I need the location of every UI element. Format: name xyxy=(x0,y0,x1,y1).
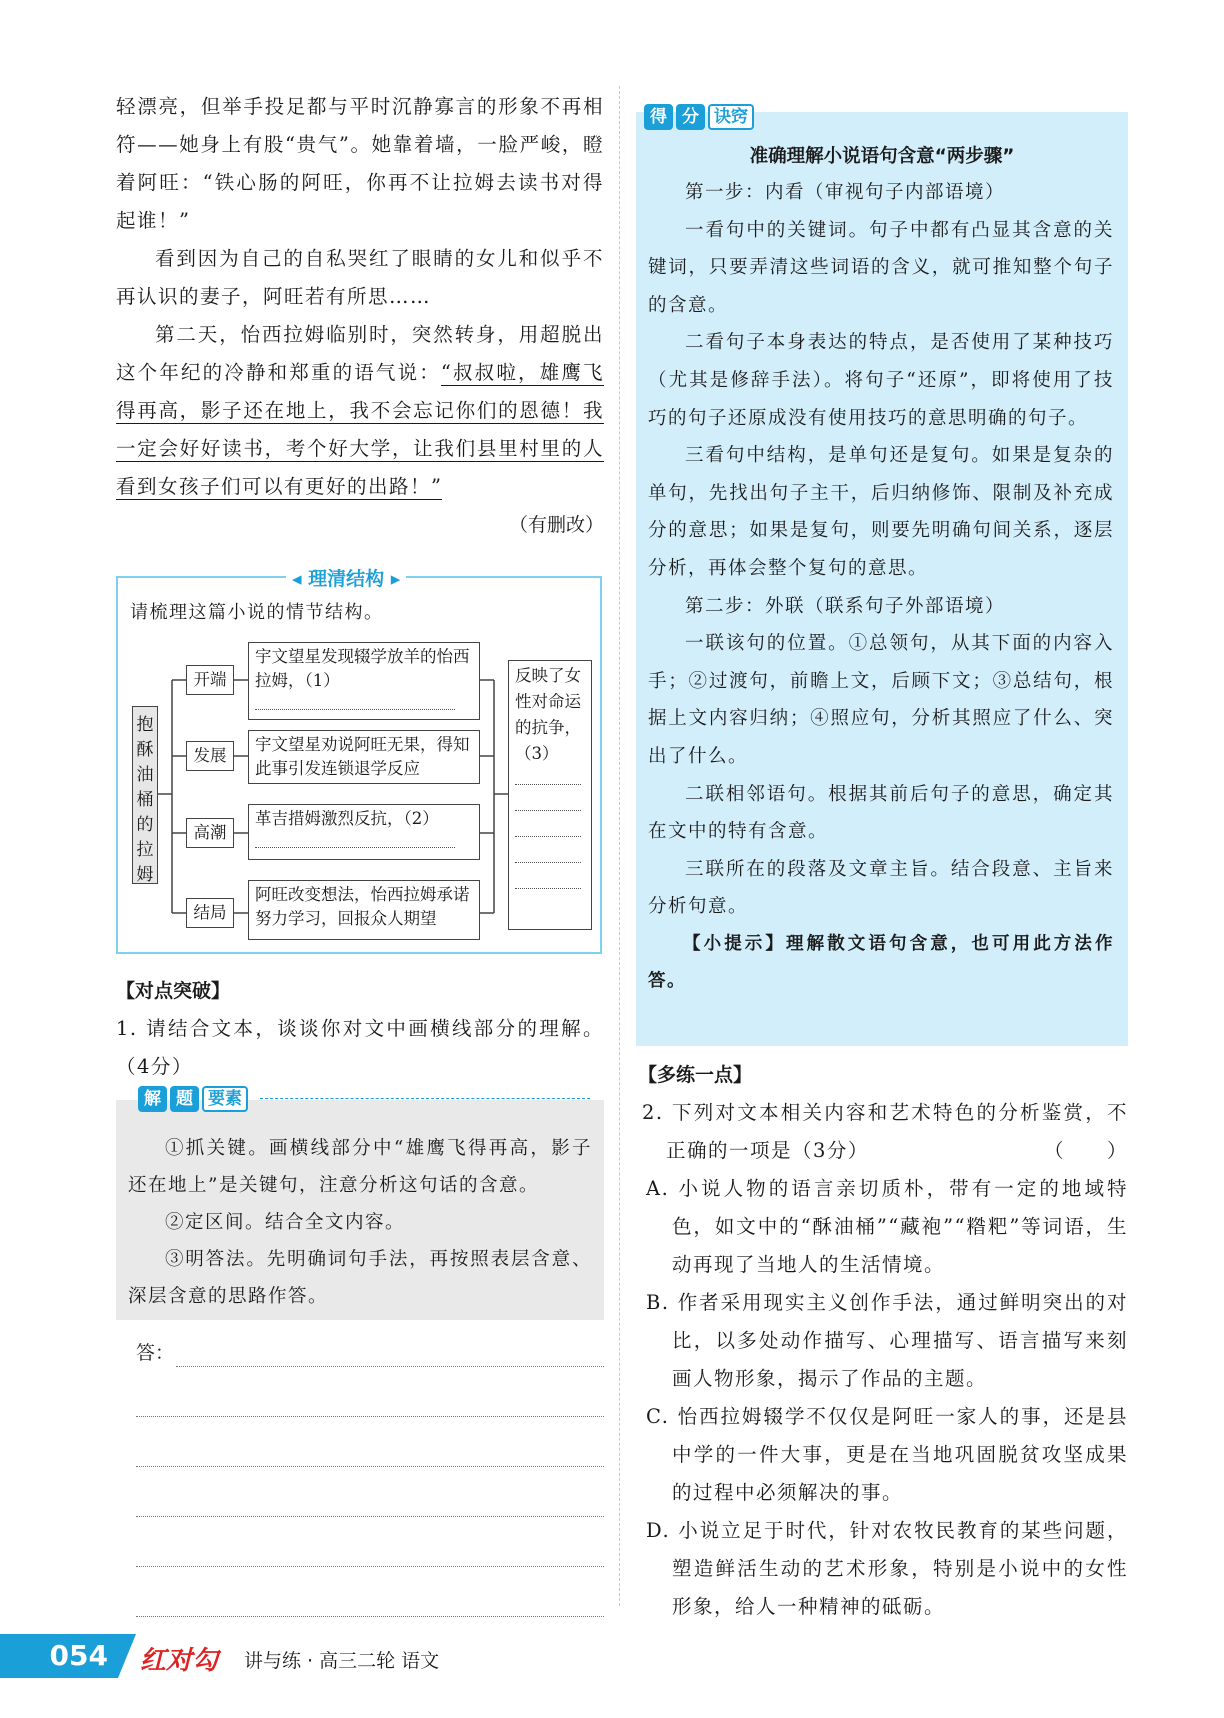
stage-content-climax: 革吉措姆激烈反抗，（2） xyxy=(248,804,480,860)
column-divider xyxy=(619,86,620,1606)
stage-content-ending: 阿旺改变想法，怡西拉姆承诺努力学习，回报众人期望 xyxy=(248,880,480,940)
question-2-stem: 2. 下列对文本相关内容和艺术特色的分析鉴赏，不正确的一项是（3分） （ ） xyxy=(642,1101,1128,1162)
scoring-tip-title: 准确理解小说语句含意“两步骤” xyxy=(749,146,1015,167)
brand-logo: 红对勾 xyxy=(140,1646,219,1676)
theme-box: 反映了女性对命运的抗争，（3） xyxy=(508,660,592,930)
tip-para: 二看句子本身表达的特点，是否使用了某种技巧（尤其是修辞手法）。将句子“还原”，即将使用了技巧的句子还原成没有使用技巧的意思明确的句子。 xyxy=(648,332,1114,429)
underlined-sentence: “叔叔啦，雄鹰飞得再高，影子还在地上，我不会忘记你们的恩德！我一定会好好读书，考个好大学，让我们县里村里的人看到女孩子们可以有更好的出路！” xyxy=(116,361,604,498)
answer-line[interactable] xyxy=(136,1466,604,1467)
story-paragraph-2: 看到因为自己的自私哭红了眼睛的女儿和似乎不再认识的妻子，阿旺若有所思…… xyxy=(116,247,604,308)
tip-para: 二联相邻语句。根据其前后句子的意思，确定其在文中的特有含意。 xyxy=(648,783,1114,843)
section-heading-extra: 【多练一点】 xyxy=(638,1064,753,1086)
answer-line[interactable] xyxy=(136,1616,604,1617)
answer-line[interactable] xyxy=(136,1516,604,1517)
stage-content-development: 宇文望星劝说阿旺无果，得知此事引发连锁退学反应 xyxy=(248,730,480,784)
diagram-root: 抱酥油桶的拉姆 xyxy=(132,706,158,884)
tip-hint: 【小提示】理解散文语句含意，也可用此方法作答。 xyxy=(648,933,1114,992)
structure-box xyxy=(116,568,602,954)
source-note: （有删改） xyxy=(508,514,604,536)
question-1: 1. 请结合文本，谈谈你对文中画横线部分的理解。（4分） xyxy=(116,1017,604,1078)
option-a[interactable]: A. 小说人物的语言亲切质朴，带有一定的地域特色，如文中的“酥油桶”“藏袍”“糌粑”等词语，生动再现了当地人的生活情境。 xyxy=(646,1177,1128,1276)
answer-line[interactable] xyxy=(136,1416,604,1417)
question-2 xyxy=(638,1094,1128,1626)
tip-para: 三联所在的段落及文章主旨。结合段意、主旨来分析句意。 xyxy=(648,858,1114,918)
tip-para: 一联该句的位置。①总领句，从其下面的内容入手；②过渡句，前瞻上文，后顾下文；③总结句，根据上文内容归纳；④照应句，分析其照应了什么、突出了什么。 xyxy=(648,633,1114,767)
tip-para: 一看句中的关键词。句子中都有凸显其含意的关键词，只要弄清这些词语的含义，就可推知整个句子的含意。 xyxy=(648,219,1114,316)
option-d[interactable]: D. 小说立足于时代，针对农牧民教育的某些问题，塑造鲜活生动的艺术形象，特别是小说中的女性形象，给人一种精神的砥砺。 xyxy=(646,1519,1128,1618)
tip-point-2: ②定区间。结合全文内容。 xyxy=(165,1212,406,1233)
stage-label-ending: 结局 xyxy=(186,898,234,928)
structure-title: ◂ 理清结构 ▸ xyxy=(286,564,406,591)
structure-prompt: 请梳理这篇小说的情节结构。 xyxy=(130,602,384,623)
tip-point-3: ③明答法。先明确词句手法，再按照表层含意、深层含意的思路作答。 xyxy=(128,1249,592,1307)
tip-para: 三看句中结构，是单句还是复句。如果是复杂的单句，先找出句子主干，后归纳修饰、限制及补充成分的意思；如果是复句，则要先明确句间关系，逐层分析，再体会整个复句的意思。 xyxy=(648,445,1114,579)
plot-diagram xyxy=(118,578,604,956)
story-paragraph-1: 轻漂亮，但举手投足都与平时沉静寡言的形象不再相符——她身上有股“贵气”。她靠着墙，一脸严峻，瞪着阿旺：“铁心肠的阿旺，你再不让拉姆去读书对得起谁！” xyxy=(116,95,604,232)
story-paragraph-3-lead: 第二天，怡西拉姆临别时，突然转身，用超脱出这个年纪的冷静和郑重的语气说： xyxy=(116,323,604,384)
stage-label-development: 发展 xyxy=(186,741,234,771)
tip-tag-scoring: 得 分 诀窍 xyxy=(644,104,754,130)
option-b[interactable]: B. 作者采用现实主义创作手法，通过鲜明突出的对比，以多处动作描写、心理描写、语言描写来刻画人物形象，揭示了作品的主题。 xyxy=(646,1291,1128,1390)
story-paragraph-3 xyxy=(116,316,604,506)
option-c[interactable]: C. 怡西拉姆辍学不仅仅是阿旺一家人的事，还是县中学的一件大事，更是在当地巩固脱贫攻坚成果的过程中必须解决的事。 xyxy=(646,1405,1128,1504)
story-text xyxy=(116,88,604,544)
section-heading-practice: 【对点突破】 xyxy=(116,980,231,1002)
scoring-tip-box xyxy=(636,112,1128,1046)
tip-tag-rule xyxy=(260,1098,590,1099)
stage-content-opening: 宇文望星发现辍学放羊的怡西拉姆，（1） xyxy=(248,642,480,720)
tip-point-1: ①抓关键。画横线部分中“雄鹰飞得再高，影子还在地上”是关键句，注意分析这句话的含意。 xyxy=(128,1138,592,1196)
answer-label: 答： xyxy=(136,1342,175,1364)
tip-step-1: 第一步：内看（审视句子内部语境） xyxy=(685,182,1006,203)
analysis-tip-box xyxy=(116,1100,604,1320)
stage-label-climax: 高潮 xyxy=(186,818,234,848)
page-number: 054 xyxy=(0,1634,118,1678)
stage-label-opening: 开端 xyxy=(186,665,234,695)
answer-line[interactable] xyxy=(136,1566,604,1567)
tip-tag-analysis: 解 题 要素 xyxy=(138,1086,248,1112)
series-title: 讲与练 · 高三二轮 语文 xyxy=(244,1650,440,1672)
answer-line[interactable] xyxy=(176,1366,604,1367)
tip-step-2: 第二步：外联（联系句子外部语境） xyxy=(685,595,1006,617)
